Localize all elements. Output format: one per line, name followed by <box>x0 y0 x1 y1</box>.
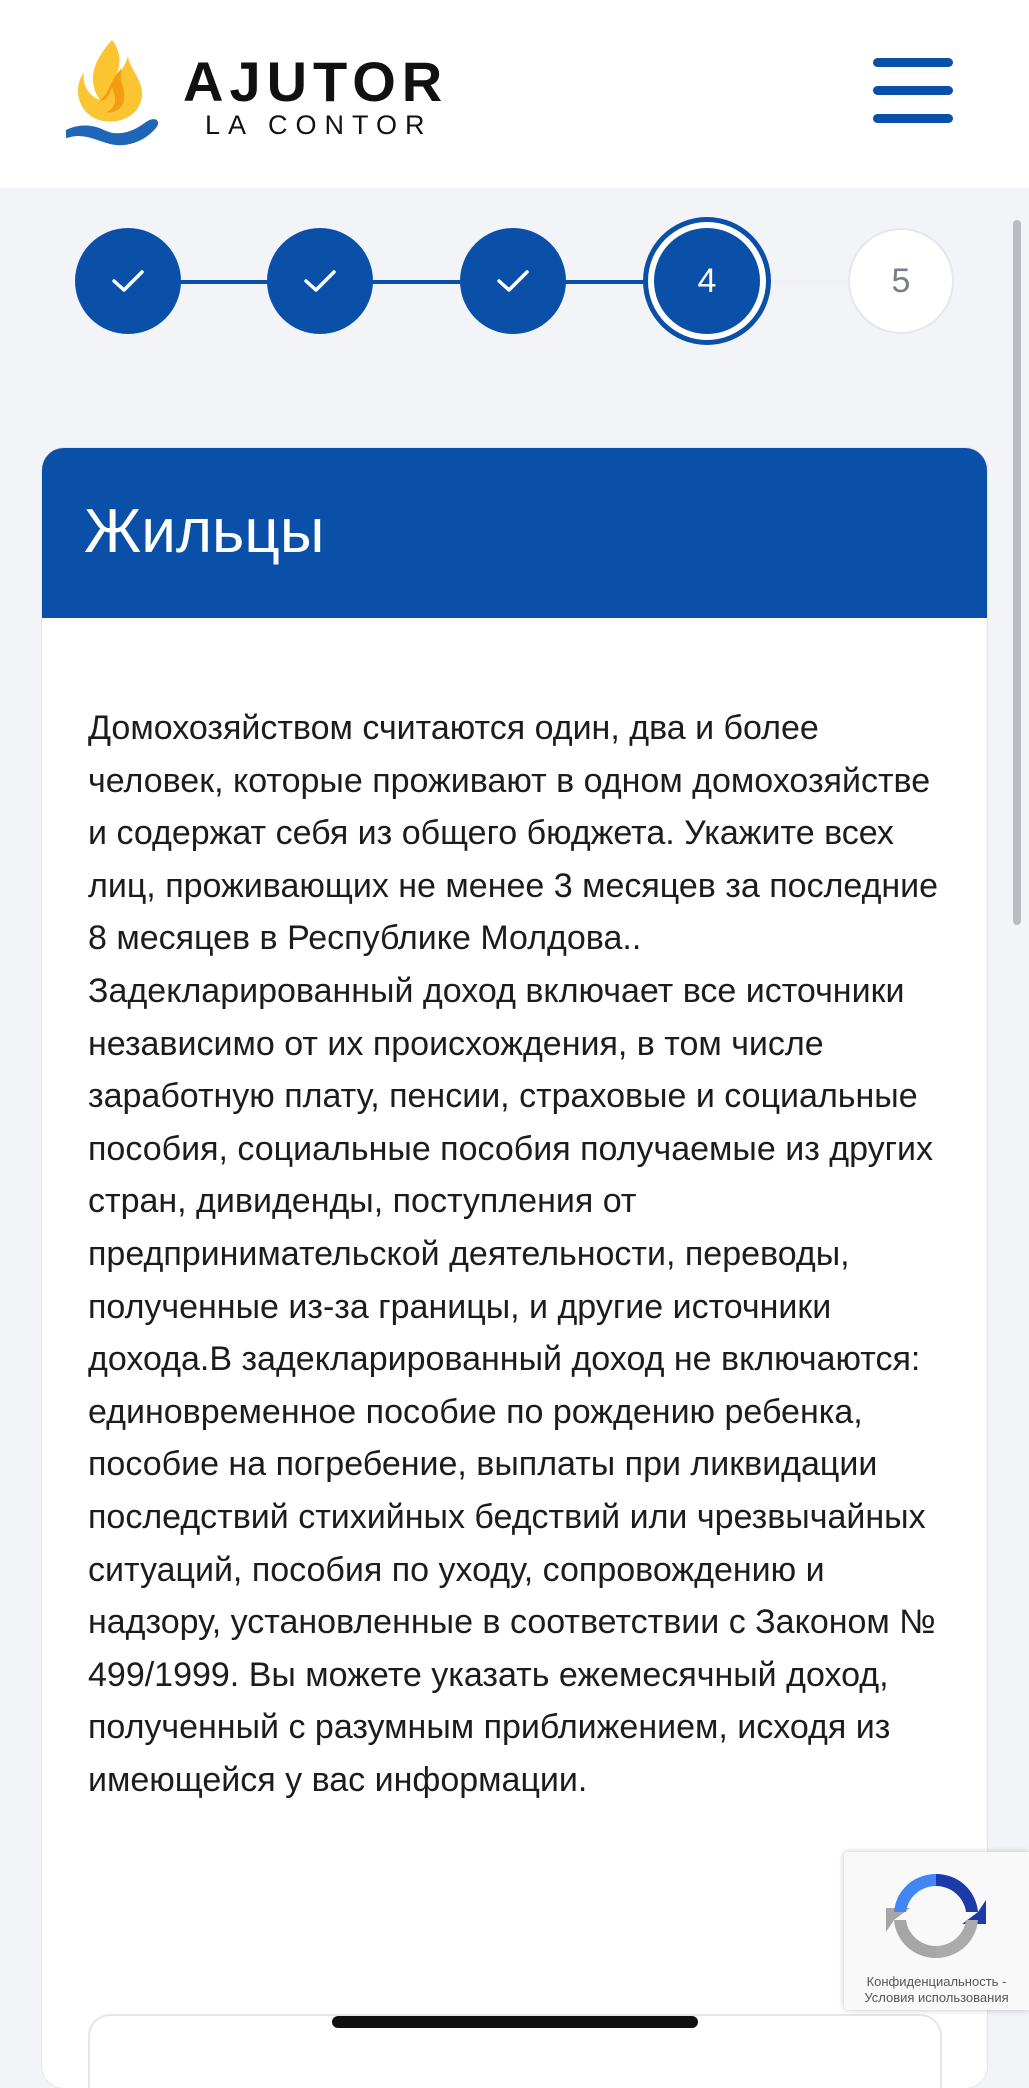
step-3[interactable] <box>460 228 566 334</box>
recaptcha-links <box>848 1974 1025 2006</box>
recaptcha-badge[interactable] <box>844 1852 1029 2010</box>
step-5[interactable] <box>848 228 954 334</box>
card-description: Домохозяйством считаются один, два и более человек, которые проживают в одном домохозяйстве и содержат себя из общего бюджета. Укажите всех лиц, проживающих не менее 3 месяцев за последние 8 месяцев в Республике Молдова.. Задекларированный доход включает все источники независимо от их происхождения, в том числе заработную плату, пенсии, страховые и социальные пособия, социальные пособия получаемые из других стран, дивиденды, поступления от предпринимательской деятельности, переводы, полученные из-за границы, и другие источники дохода.В задекларированный доход не включаются: единовременное пособие по рождению ребенка, пособие на погребение, выплаты при ликвидации последствий стихийных бедствий или чрезвычайных ситуаций, пособия по уходу, сопровождению и надзору, установленные в соответствии с Законом № 499/1999. Вы можете указать ежемесячный доход, полученный с разумным приближением, исходя из имеющейся у вас информации. <box>88 709 939 1799</box>
step-number: 4 <box>697 261 717 300</box>
check-icon <box>496 268 530 294</box>
brand-subtitle: LA CONTOR <box>205 110 433 140</box>
menu-bar <box>873 58 953 67</box>
card-header <box>42 448 987 618</box>
home-indicator <box>332 2016 698 2028</box>
household-card <box>42 448 987 2088</box>
hamburger-menu-button[interactable] <box>873 58 953 124</box>
card-title: Жильцы <box>84 497 325 566</box>
check-icon <box>303 268 337 294</box>
brand-title: AJUTOR <box>183 50 449 113</box>
step-1[interactable] <box>75 228 181 334</box>
menu-bar <box>873 114 953 123</box>
recaptcha-icon <box>886 1866 986 1966</box>
flame-hand-logo-icon <box>64 38 164 148</box>
check-icon <box>111 268 145 294</box>
step-4[interactable] <box>654 228 760 334</box>
privacy-link[interactable]: Конфиденциальность <box>866 1974 999 1989</box>
scrollbar-thumb[interactable] <box>1013 220 1021 925</box>
link-separator: - <box>998 1974 1007 1989</box>
logo[interactable] <box>64 38 164 148</box>
step-number: 5 <box>891 261 911 300</box>
app-header <box>0 0 1029 188</box>
menu-bar <box>873 86 953 95</box>
step-2[interactable] <box>267 228 373 334</box>
terms-link[interactable]: Условия использования <box>864 1990 1009 2005</box>
